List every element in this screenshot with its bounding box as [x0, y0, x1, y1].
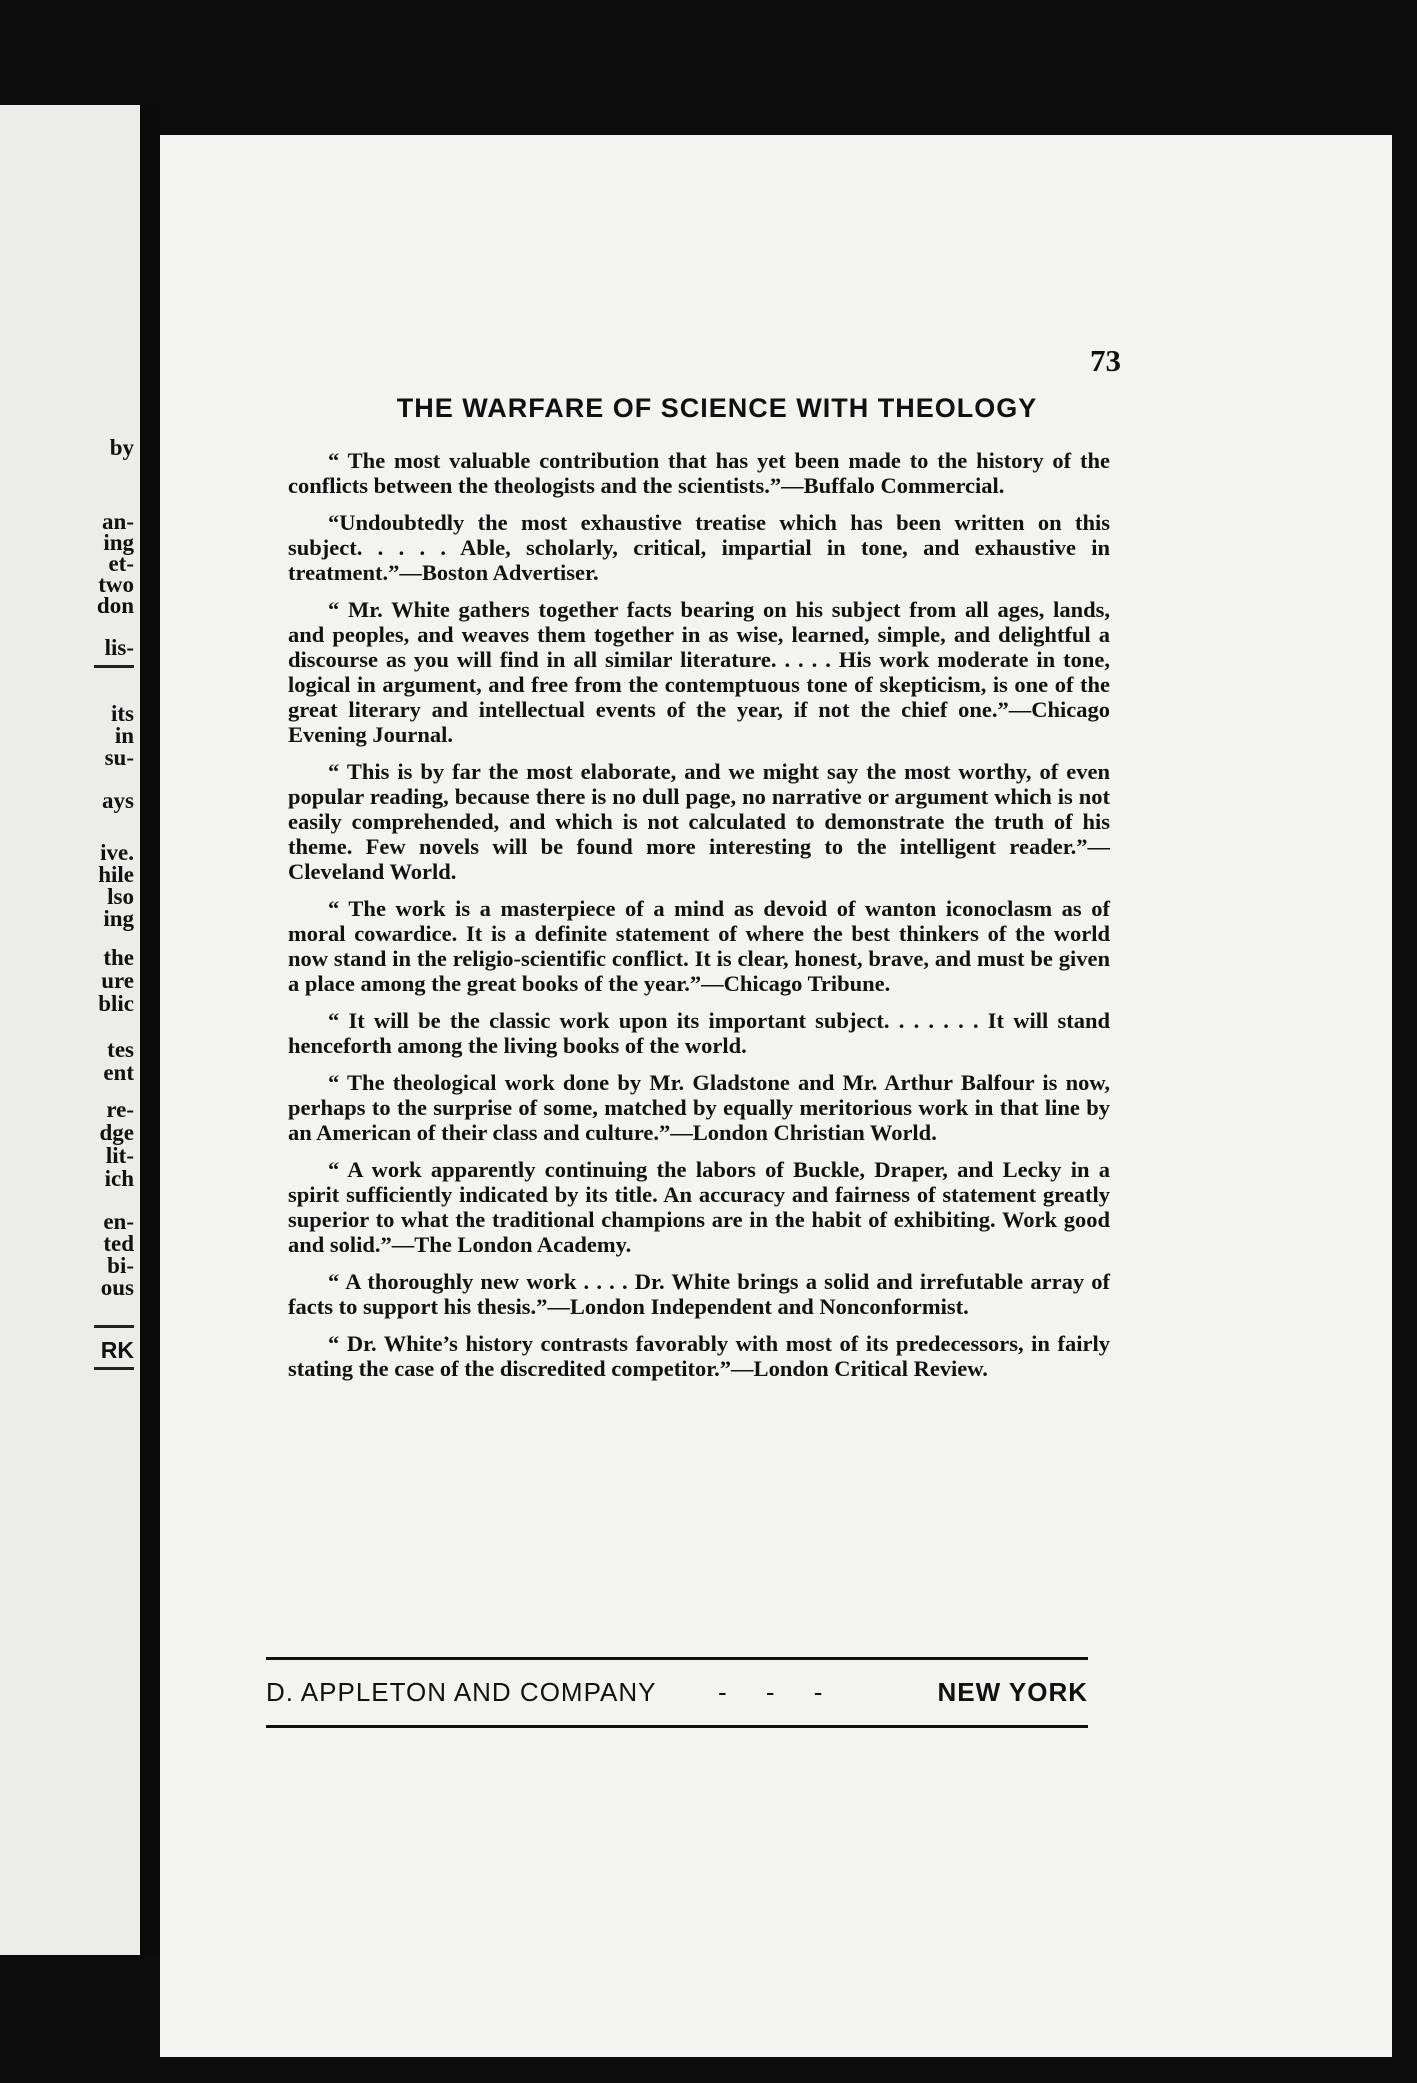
page-number: 73 — [1090, 343, 1121, 378]
review-quote: “Undoubtedly the most exhaustive treatise which has been written on this subject. . . . . Able, scholarly, critical, impartial in tone, and exhaustive in treatment.”—Boston Advertiser. — [288, 510, 1110, 585]
left-fragment: don — [96, 593, 134, 618]
left-page — [0, 105, 140, 1955]
review-quote: “ A thoroughly new work . . . . Dr. White brings a solid and irrefutable array of facts to support his thesis.”—London Independent and Nonconformist. — [288, 1269, 1110, 1319]
review-quote: “ The most valuable contribution that has yet been made to the history of the conflicts between the theologists and the scientists.”—Buffalo Commercial. — [288, 448, 1110, 498]
left-fragment: blic — [98, 991, 134, 1016]
left-fragment: by — [109, 435, 134, 460]
left-rule — [94, 1367, 134, 1370]
left-fragment: ure — [101, 968, 134, 993]
reviews-list — [288, 448, 1110, 1393]
left-fragment: lis- — [104, 635, 134, 660]
left-fragment: ing — [103, 906, 134, 931]
publisher-name: D. APPLETON AND COMPANY — [266, 1677, 657, 1707]
left-fragment: tes — [107, 1037, 134, 1062]
left-fragment: an- — [102, 509, 134, 534]
review-quote: “ The theological work done by Mr. Gladstone and Mr. Arthur Balfour is now, perhaps to the surprise of some, matched by equally meritorious work in that line by an American of their class and culture.”—London Christian World. — [288, 1070, 1110, 1145]
review-quote: “ A work apparently continuing the labors of Buckle, Draper, and Lecky in a spirit sufficiently indicated by its title. An accuracy and fairness of statement greatly superior to what the traditional champions are in the habit of exhibiting. Work good and solid.”—The London Academy. — [288, 1157, 1110, 1257]
book-spine — [140, 105, 160, 1955]
left-fragment: dge — [99, 1120, 134, 1145]
left-fragment: en- — [103, 1209, 134, 1234]
left-fragment: hile — [98, 862, 134, 887]
left-rule — [94, 1325, 134, 1328]
publisher-dashes: - - - — [718, 1677, 824, 1707]
left-fragment: ent — [103, 1060, 134, 1085]
left-fragment: two — [98, 572, 134, 597]
publisher-rule-top — [266, 1657, 1088, 1660]
left-fragment: re- — [106, 1097, 134, 1122]
left-fragment: its — [111, 701, 134, 726]
book-title: THE WARFARE OF SCIENCE WITH THEOLOGY — [396, 393, 1038, 423]
left-rule — [94, 665, 134, 668]
left-fragment: the — [103, 945, 134, 970]
right-page — [160, 135, 1392, 2057]
left-fragment: ich — [104, 1166, 134, 1191]
review-quote: “ It will be the classic work upon its important subject. . . . . . . It will stand henceforth among the living books of the world. — [288, 1008, 1110, 1058]
left-fragment: ous — [100, 1275, 134, 1300]
review-quote: “ This is by far the most elaborate, and we might say the most worthy, of even popular reading, because there is no dull page, no narrative or argument which is not easily comprehended, and which is not calculated to demonstrate the truth of his theme. Few novels will be found more interesting to the intelligent reader.”—Cleveland World. — [288, 759, 1110, 884]
left-fragment: lso — [107, 884, 134, 909]
review-quote: “ The work is a masterpiece of a mind as devoid of wanton iconoclasm as of moral cowardice. It is a definite statement of where the best thinkers of the world now stand in the religio-scientific conflict. It is clear, honest, brave, and must be given a place among the great books of the year.”—Chicago Tribune. — [288, 896, 1110, 996]
review-quote: “ Dr. White’s history contrasts favorably with most of its predecessors, in fairly stating the case of the discredited competitor.”—London Critical Review. — [288, 1331, 1110, 1381]
publisher-city: NEW YORK — [937, 1677, 1088, 1707]
left-fragment: RK — [100, 1337, 134, 1363]
left-fragment: bi- — [107, 1253, 134, 1278]
left-fragment: et- — [108, 551, 134, 576]
left-fragment: su- — [104, 745, 134, 770]
left-fragment: ted — [103, 1231, 134, 1256]
left-page-fragments — [14, 105, 134, 1955]
publisher-rule-bottom — [266, 1725, 1088, 1728]
left-fragment: ing — [103, 530, 134, 555]
left-fragment: lit- — [105, 1143, 134, 1168]
left-fragment: ive. — [100, 840, 134, 865]
left-fragment: in — [114, 723, 134, 748]
left-fragment: ays — [102, 788, 134, 813]
review-quote: “ Mr. White gathers together facts bearing on his subject from all ages, lands, and peoples, and weaves them together in as wise, learned, simple, and delightful a discourse as you will find in all similar literature. . . . . His work moderate in tone, logical in argument, and free from the contemptuous tone of skepticism, is one of the great literary and intellectual events of the year, if not the chief one.”—Chicago Evening Journal. — [288, 597, 1110, 747]
publisher-line — [266, 1667, 1088, 1717]
